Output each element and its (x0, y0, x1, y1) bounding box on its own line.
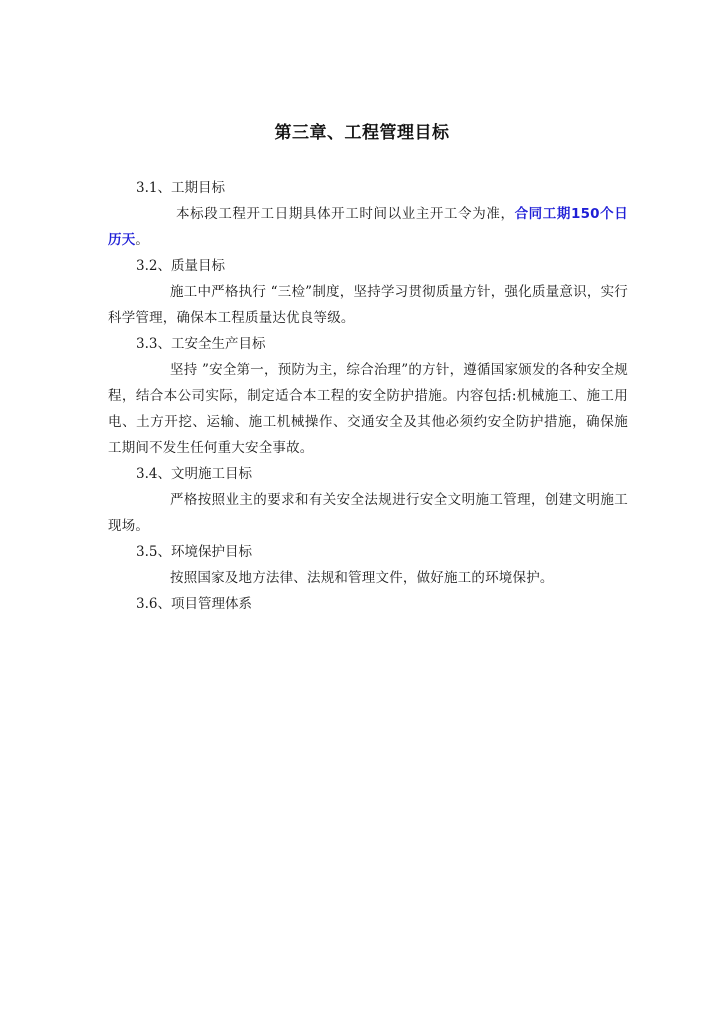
section-heading-3-3: 3.3、工安全生产目标 (136, 336, 266, 352)
section-heading-3-5: 3.5、环境保护目标 (136, 544, 252, 560)
section-heading-3-2: 3.2、质量目标 (136, 258, 225, 274)
section-text-3-1-part1: 本标段工程开工日期具体开工时间以业主开工令为准， (176, 206, 515, 222)
document-body (108, 175, 628, 617)
section-text-3-1-part2: 。 (135, 232, 150, 248)
section-heading-3-6: 3.6、项目管理体系 (136, 596, 252, 612)
section-text-3-4: 严格按照业主的要求和有关安全法规进行安全文明施工管理，创建文明施工现场。 (108, 492, 628, 534)
section-text-3-3: 坚持 ”安全第一，预防为主，综合治理”的方针，遵循国家颁发的各种安全规程，结合本公司实际，制定适合本工程的安全防护措施。内容包括:机械施工、施工用电、土方开挖、运输、施工机械操作、交通安全及其他必须约安全防护措施，确保施工期间不发生任何重大安全事故。 (108, 362, 628, 456)
section-text-3-5: 按照国家及地方法律、法规和管理文件，做好施工的环境保护。 (170, 570, 554, 586)
contract-period-highlight: 合同工期150个日历天 (108, 206, 628, 248)
section-text-3-2: 施工中严格执行 “三检”制度，坚持学习贯彻质量方针，强化质量意识，实行科学管理，确保本工程质量达优良等级。 (108, 284, 628, 326)
section-heading-3-1: 3.1、工期目标 (136, 180, 225, 196)
section-heading-3-4: 3.4、文明施工目标 (136, 466, 252, 482)
section-text-3-1 (108, 201, 628, 253)
chapter-title: 第三章、工程管理目标 (274, 123, 450, 143)
